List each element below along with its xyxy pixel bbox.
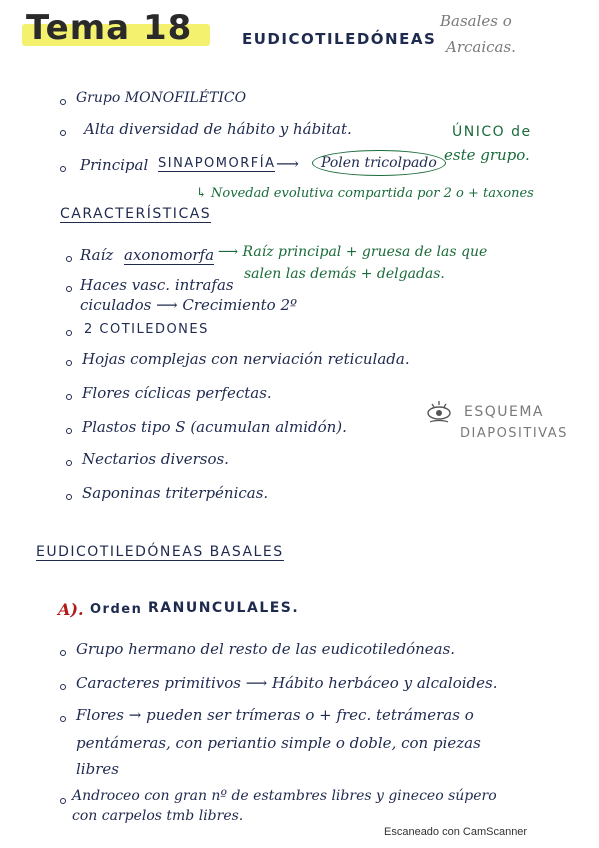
plastos-item: Plastos tipo S (acumulan almidón).: [82, 418, 347, 436]
intro-item-principal: Principal: [80, 156, 149, 174]
sinapomorfia-term: SINAPOMORFÍA: [158, 156, 276, 171]
unique-note-line-2: este grupo.: [444, 146, 530, 164]
bullet-icon: [66, 360, 72, 366]
bullet-icon: [66, 286, 72, 292]
saponinas-item: Saponinas triterpénicas.: [82, 484, 269, 502]
raiz-term: axonomorfa: [124, 246, 215, 264]
polen-tricolpado-circled: Polen tricolpado: [312, 150, 446, 176]
nectarios-item: Nectarios diversos.: [82, 450, 229, 468]
bullet-icon: [60, 130, 66, 136]
orden-name: RANUNCULALES.: [148, 600, 300, 616]
novedad-note: ↳ Novedad evolutiva compartida por 2 o + taxones: [196, 186, 534, 201]
basales-item-androceo-line-2: con carpelos tmb libres.: [72, 808, 244, 824]
basales-item-flores-line-3: libres: [76, 760, 119, 778]
raiz-prefix: Raíz: [80, 246, 114, 264]
orden-number: A).: [58, 600, 84, 619]
flores-item: Flores cíclicas perfectas.: [82, 384, 272, 402]
unique-note-line-1: ÚNICO de: [452, 124, 532, 140]
basales-item-flores-line-1: Flores → pueden ser trímeras o + frec. tetrámeras o: [76, 706, 474, 724]
basales-item-grupo: Grupo hermano del resto de las eudicotiledóneas.: [76, 640, 456, 658]
section-heading-caracteristicas: CARACTERÍSTICAS: [60, 206, 212, 222]
raiz-note-line-1: ⟶ Raíz principal + gruesa de las que: [218, 244, 488, 260]
scanner-watermark: Escaneado con CamScanner: [384, 826, 528, 838]
eye-icon: [424, 396, 454, 426]
haces-line-1: Haces vasc. intrafas: [80, 276, 234, 294]
bullet-icon: [60, 99, 66, 105]
esquema-line-2: DIAPOSITIVAS: [460, 426, 568, 441]
bullet-icon: [60, 650, 66, 656]
cotiledones-item: 2 COTILEDONES: [84, 322, 209, 337]
basales-item-flores-line-2: pentámeras, con periantio simple o doble, con piezas: [76, 734, 481, 752]
page-title: Tema 18: [26, 8, 193, 48]
side-note-line-1: Basales o: [440, 12, 512, 30]
bullet-icon: [60, 166, 66, 172]
bullet-icon: [60, 716, 66, 722]
section-heading-basales: EUDICOTILEDÓNEAS BASALES: [36, 544, 284, 560]
intro-item-monofiletico: Grupo MONOFILÉTICO: [76, 90, 247, 106]
basales-item-androceo-line-1: Androceo con gran nº de estambres libres y gineceo súpero: [72, 788, 497, 804]
hojas-item: Hojas complejas con nerviación reticulada.: [82, 350, 410, 368]
intro-item-diversidad: Alta diversidad de hábito y hábitat.: [84, 120, 352, 138]
esquema-line-1: ESQUEMA: [464, 404, 545, 420]
bullet-icon: [60, 684, 66, 690]
bullet-icon: [66, 494, 72, 500]
arrow-icon: ⟶: [276, 154, 299, 173]
haces-line-2: ciculados ⟶ Crecimiento 2º: [80, 296, 298, 314]
bullet-icon: [66, 428, 72, 434]
bullet-icon: [66, 256, 72, 262]
bullet-icon: [66, 394, 72, 400]
bullet-icon: [66, 460, 72, 466]
bullet-icon: [60, 798, 66, 804]
basales-item-caracteres: Caracteres primitivos ⟶ Hábito herbáceo y alcaloides.: [76, 674, 498, 692]
side-note-line-2: Arcaicas.: [446, 38, 516, 56]
raiz-note-line-2: salen las demás + delgadas.: [244, 266, 445, 282]
orden-label: Orden: [90, 602, 143, 617]
bullet-icon: [66, 330, 72, 336]
page-subtitle: EUDICOTILEDÓNEAS: [242, 30, 437, 48]
